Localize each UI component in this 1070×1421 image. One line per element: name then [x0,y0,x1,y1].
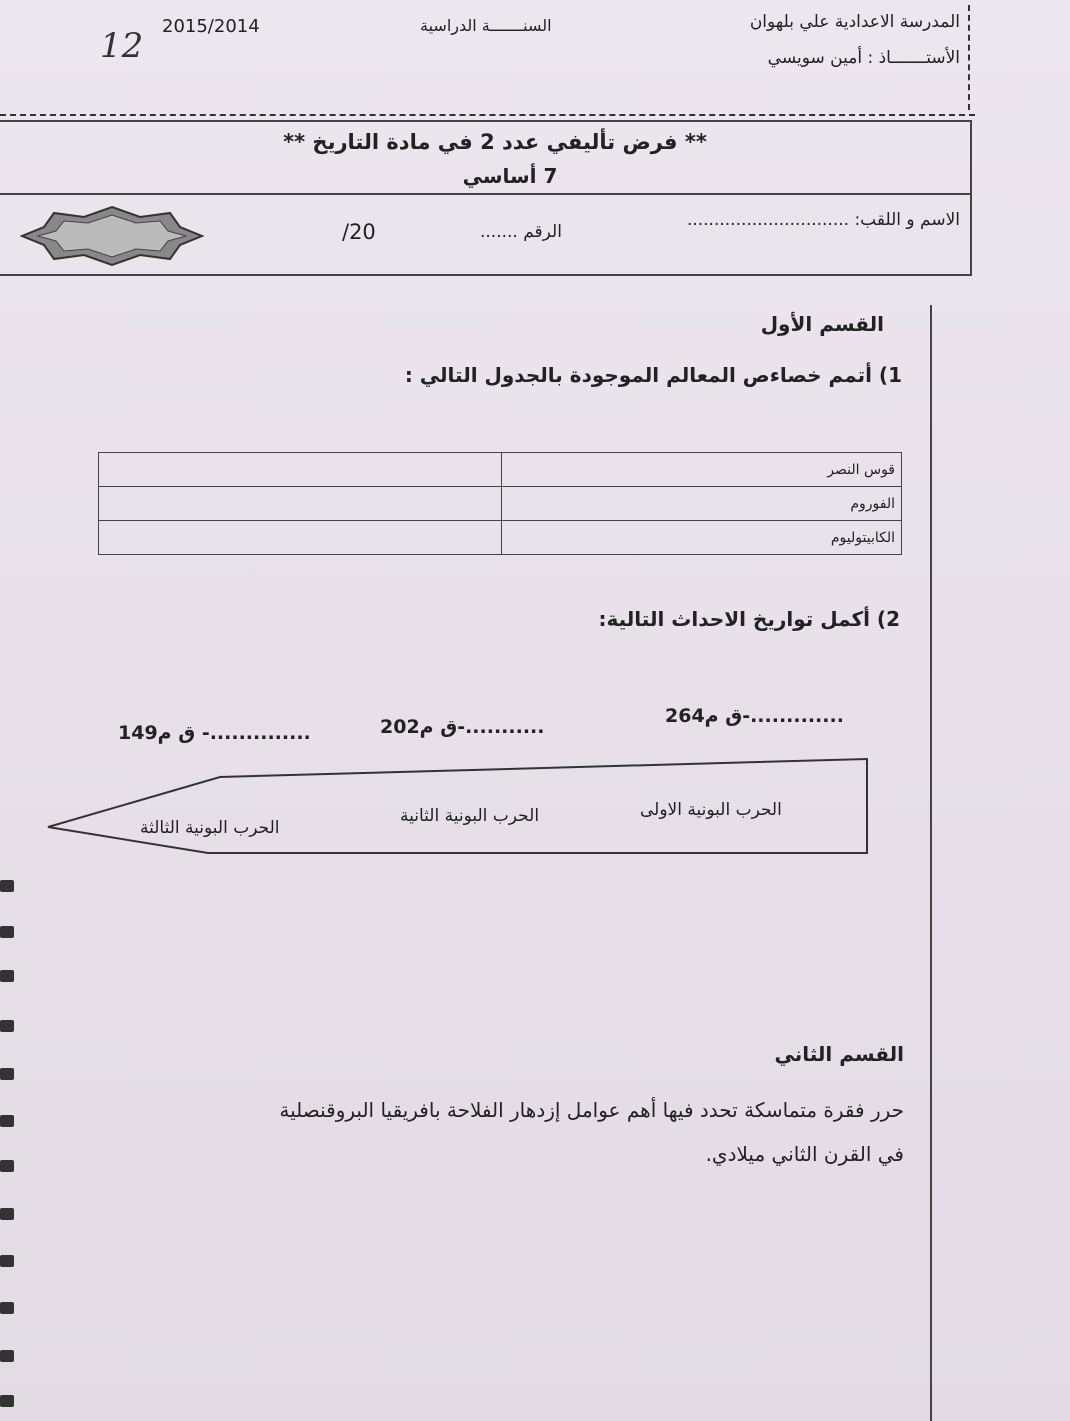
binding-mark [0,1068,14,1080]
exam-level: 7 أساسي [462,164,558,188]
table-label-cell: الفوروم [502,487,902,521]
section2-prompt-line2: في القرن الثاني ميلادي. [705,1142,904,1166]
war-label-first: الحرب البونية الاولى [640,800,782,820]
title-separator [0,193,972,195]
header-divider [968,5,970,110]
section1-heading: القسم الأول [760,312,884,336]
table-row [99,521,902,555]
exam-title: ** فرض تأليفي عدد 2 في مادة التاريخ ** [283,130,707,154]
binding-mark [0,880,14,892]
table-label-cell: الكابيتوليوم [502,521,902,555]
score-total: /20 [342,220,376,244]
question1-text: 1) أتمم خصاءص المعالم الموجودة بالجدول التالي : [404,363,902,387]
table-row [99,453,902,487]
binding-mark [0,1350,14,1362]
handwritten-grade: 12 [100,26,144,66]
date-first-war[interactable]: 264ق م-............. [665,705,844,727]
binding-mark [0,1160,14,1172]
year-value: 2015/2014 [162,16,260,37]
war-label-third: الحرب البونية الثالثة [140,818,280,838]
binding-mark [0,1395,14,1407]
table-label-cell: قوس النصر [502,453,902,487]
table-row [99,487,902,521]
number-field-label[interactable]: الرقم ....... [480,222,562,242]
school-name: المدرسة الاعدادية علي بلهوان [749,12,960,32]
teacher-name: الأستـــــــاذ : أمين سويسي [767,48,960,68]
binding-mark [0,1020,14,1032]
table-answer-cell[interactable] [99,521,502,555]
binding-mark [0,1115,14,1127]
date-third-war[interactable]: 149ق م -.............. [118,722,311,744]
binding-mark [0,970,14,982]
date-second-war[interactable]: 202ق م-........... [380,716,545,738]
ornament-star [20,205,205,267]
margin-line [930,305,932,1421]
table-answer-cell[interactable] [99,487,502,521]
binding-mark [0,1302,14,1314]
section2-heading: القسم الثاني [774,1042,904,1066]
year-label: السنـــــــة الدراسية [420,16,552,35]
table-answer-cell[interactable] [99,453,502,487]
question2-text: 2) أكمل تواريخ الاحداث التالية: [598,607,900,631]
binding-mark [0,926,14,938]
binding-mark [0,1255,14,1267]
name-field-label[interactable]: الاسم و اللقب: .............................. [686,210,960,230]
monuments-table [98,452,902,555]
section2-prompt-line1: حرر فقرة متماسكة تحدد فيها أهم عوامل إزدهار الفلاحة بافريقيا البروقنصلية [279,1098,904,1122]
binding-mark [0,1208,14,1220]
header-cut-line [0,114,975,116]
war-label-second: الحرب البونية الثانية [400,806,540,826]
